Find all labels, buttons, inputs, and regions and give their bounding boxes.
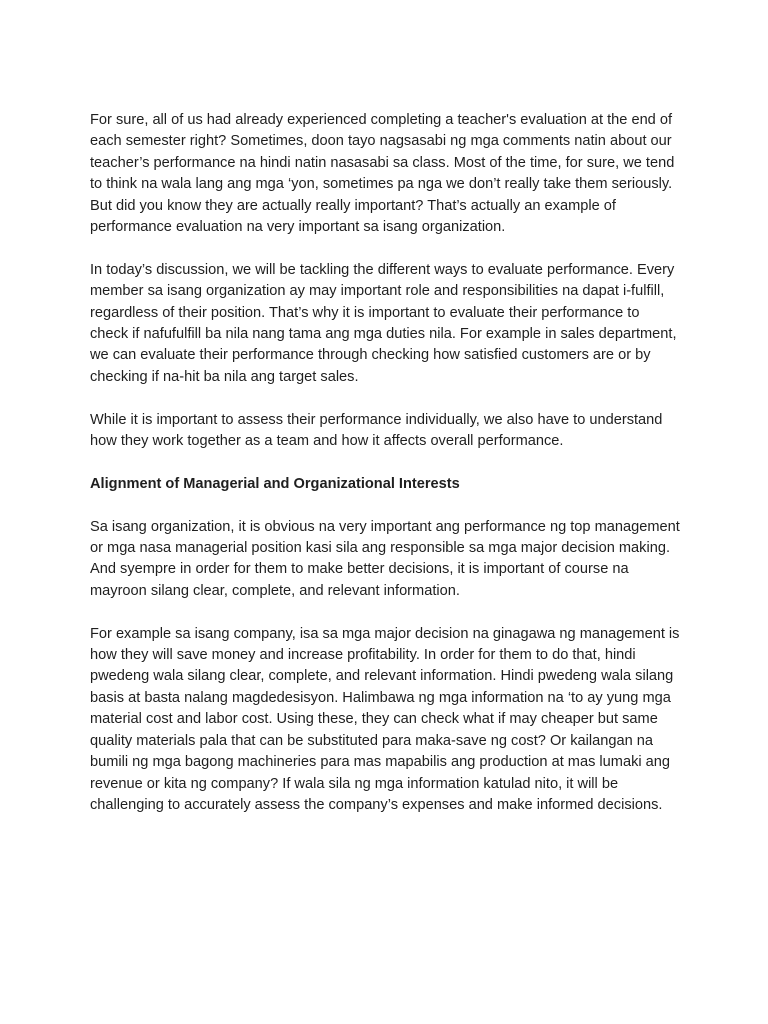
paragraph-todays-discussion: In today’s discussion, we will be tackling the different ways to evaluate performance. Every member sa isang organization ay may important role and responsibilities na dapat i-fulfill, regardless of their position. That’s why it is important to evaluate their performance to check if nafufulfill ba nila nang tama ang mga duties nila. For example in sales department, we can evaluate their performance through checking how satisfied customers are or by checking if na-hit ba nila ang target sales. xyxy=(90,261,677,385)
paragraph-company-example: For example sa isang company, isa sa mga major decision na ginagawa ng management is how they will save money and increase profitability. In order for them to do that, hindi pwedeng wala silang clear, complete, and relevant information. Hindi pwedeng wala silang basis at basta nalang magdedesisyon. Halimbawa ng mga information na ‘to ay yung mga material cost and labor cost. Using these, they can check what if may cheaper but same quality materials pala that can be substituted para maka-save ng cost? Or kailangan na bumili ng mga bagong machineries para mas mapabilis ang production at mas lumaki ang revenue or kita ng company? If wala sila ng mga information katulad nito, it will be challenging to accurately assess the company’s expenses and make informed decisions. xyxy=(90,625,680,813)
paragraph-team-performance: While it is important to assess their performance individually, we also have to understand how they work together as a team and how it affects overall performance. xyxy=(90,411,663,450)
section-heading: Alignment of Managerial and Organizational Interests xyxy=(90,475,460,492)
paragraph-managerial-performance: Sa isang organization, it is obvious na very important ang performance ng top management or mga nasa managerial position kasi sila ang responsible sa mga major decision making. And syempre in order for them to make better decisions, it is important of course na mayroon silang clear, complete, and relevant information. xyxy=(90,518,680,599)
document-page xyxy=(90,110,680,838)
paragraph-teacher-evaluation: For sure, all of us had already experienced completing a teacher's evaluation at the end of each semester right? Sometimes, doon tayo nagsasabi ng mga comments natin about our teacher’s performance na hindi natin nasasabi sa class. Most of the time, for sure, we tend to think na wala lang ang mga ‘yon, sometimes pa nga we don’t really take them seriously. But did you know they are actually really important? That’s actually an example of performance evaluation na very important sa isang organization. xyxy=(90,112,675,236)
